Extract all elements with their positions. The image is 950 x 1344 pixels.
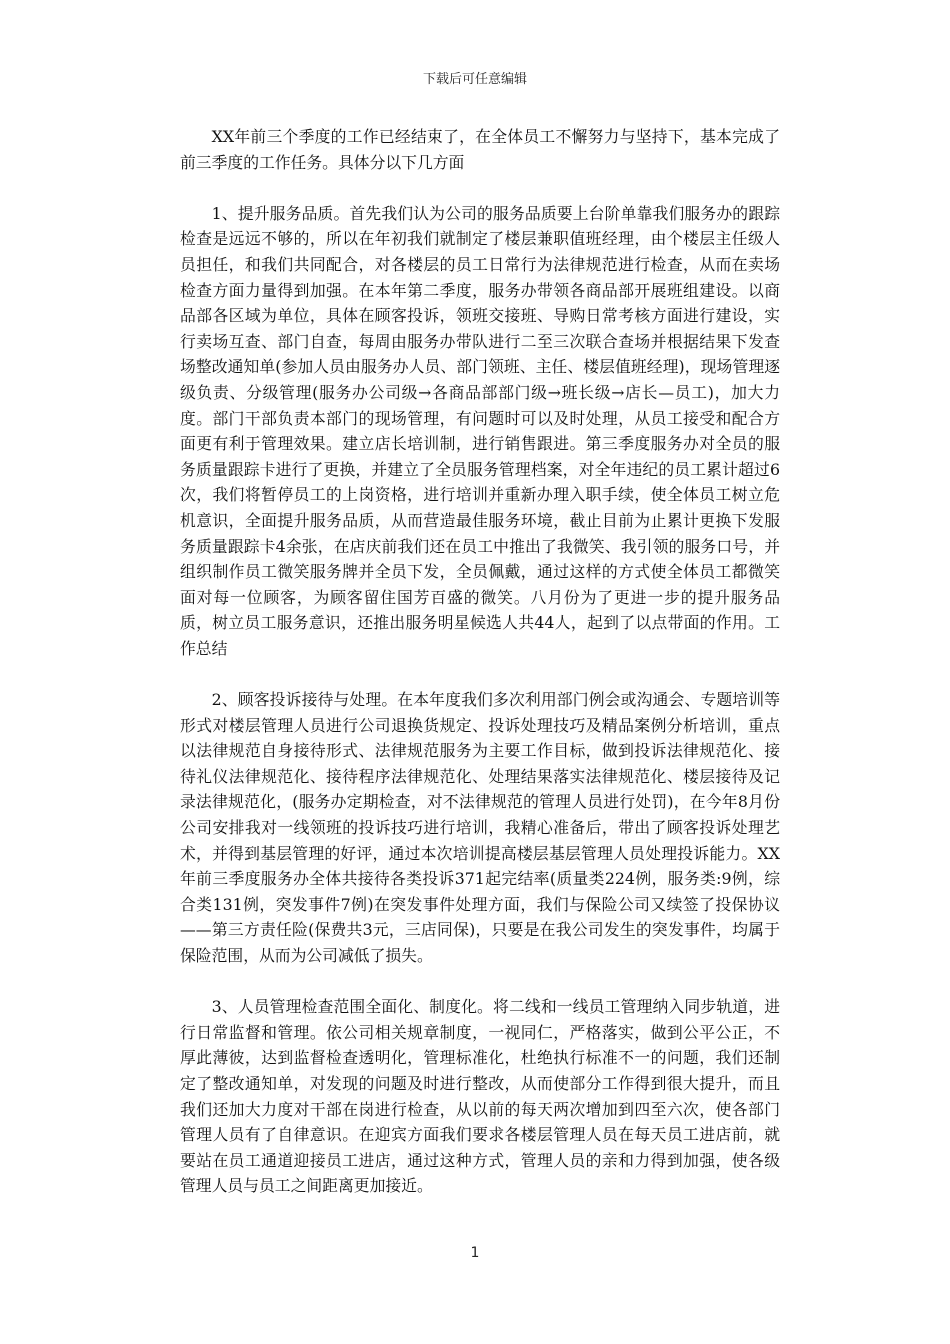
page-number: 1 bbox=[470, 1245, 480, 1261]
paragraph-intro: XX年前三个季度的工作已经结束了，在全体员工不懈努力与坚持下，基本完成了前三季度的工作任务。具体分以下几方面 bbox=[180, 127, 780, 172]
paragraph-service-quality: 1、提升服务品质。首先我们认为公司的服务品质要上台阶单靠我们服务办的跟踪检查是远远不够的，所以在年初我们就制定了楼层兼职值班经理，由个楼层主任级人员担任，和我们共同配合，对各楼层的员工日常行为法律规范进行检查，从而在卖场检查方面力量得到加强。在本年第二季度，服务办带领各商品部开展班组建设。以商品部各区域为单位，具体在顾客投诉，领班交接班、导购日常考核方面进行建设，实行卖场互查、部门自查，每周由服务办带队进行二至三次联合查场并根据结果下发查场整改通知单(参加人员由服务办人员、部门领班、主任、楼层值班经理)，现场管理逐级负责、分级管理(服务办公司级→各商品部部门级→班长级→店长—员工)，加大力度。部门干部负责本部门的现场管理，有问题时可以及时处理，从员工接受和配合方面更有利于管理效果。建立店长培训制，进行销售跟进。第三季度服务办对全员的服务质量跟踪卡进行了更换，并建立了全员服务管理档案，对全年违纪的员工累计超过6次，我们将暂停员工的上岗资格，进行培训并重新办理入职手续，使全体员工树立危机意识，全面提升服务品质，从而营造最佳服务环境，截止目前为止累计更换下发服务质量跟踪卡4余张，在店庆前我们还在员工中推出了我微笑、我引领的服务口号，并组织制作员工微笑服务牌并全员下发，全员佩戴，通过这样的方式使全体员工都微笑面对每一位顾客，为顾客留住国芳百盛的微笑。八月份为了更进一步的提升服务品质，树立员工服务意识，还推出服务明星候选人共44人，起到了以点带面的作用。工作总结 bbox=[180, 203, 780, 658]
paragraph-staff-management: 3、人员管理检查范围全面化、制度化。将二线和一线员工管理纳入同步轨道，进行日常监督和管理。依公司相关规章制度，一视同仁，严格落实，做到公平公正，不厚此薄彼，达到监督检查透明化，管理标准化，杜绝执行标准不一的问题，我们还制定了整改通知单，对发现的问题及时进行整改，从而使部分工作得到很大提升，而且我们还加大力度对干部在岗进行检查，从以前的每天两次增加到四至六次，使各部门管理人员有了自律意识。在迎宾方面我们要求各楼层管理人员在每天员工进店前，就要站在员工通道迎接员工进店，通过这种方式，管理人员的亲和力得到加强，使各级管理人员与员工之间距离更加接近。 bbox=[180, 997, 780, 1196]
paragraph-complaint-handling: 2、顾客投诉接待与处理。在本年度我们多次利用部门例会或沟通会、专题培训等形式对楼层管理人员进行公司退换货规定、投诉处理技巧及精品案例分析培训，重点以法律规范自身接待形式、法律规范服务为主要工作目标，做到投诉法律规范化、接待礼仪法律规范化、接待程序法律规范化、处理结果落实法律规范化、楼层接待及记录法律规范化，(服务办定期检查，对不法律规范的管理人员进行处罚)，在今年8月份公司安排我对一线领班的投诉技巧进行培训，我精心准备后，带出了顾客投诉处理艺术，并得到基层管理的好评，通过本次培训提高楼层基层管理人员处理投诉能力。XX年前三季度服务办全体共接待各类投诉371起完结率(质量类224例，服务类:9例，综合类131例，突发事件7例)在突发事件处理方面，我们与保险公司又续签了投保协议——第三方责任险(保费共3元，三店同保)，只要是在我公司发生的突发事件，均属于保险范围，从而为公司减低了损失。 bbox=[180, 690, 780, 965]
document-body bbox=[180, 124, 780, 1225]
header-note: 下载后可任意编辑 bbox=[422, 72, 527, 87]
